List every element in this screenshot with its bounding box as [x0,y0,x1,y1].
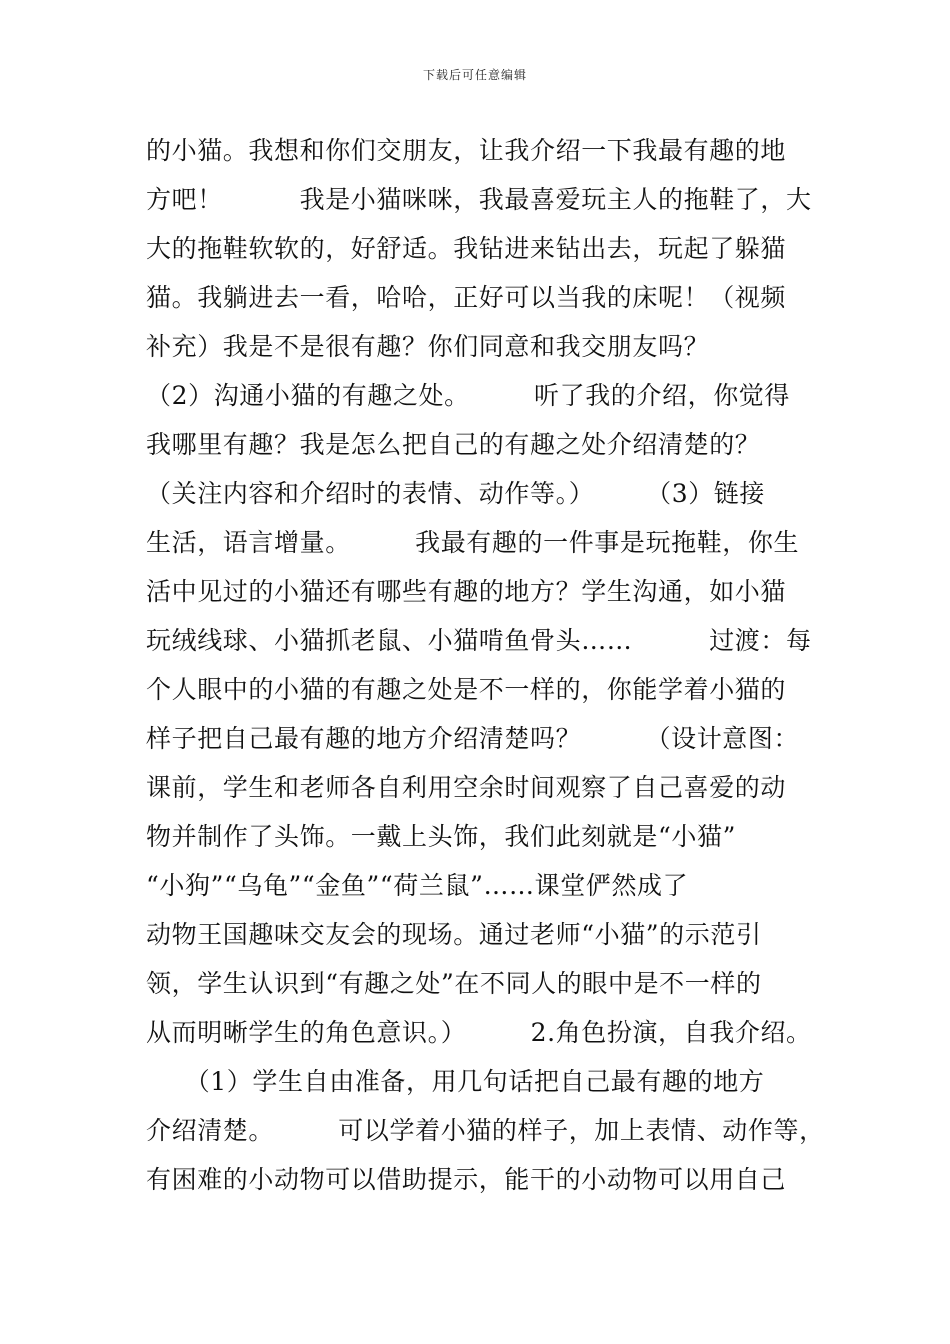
text-line: （关注内容和介绍时的表情、动作等。） （3）链接 [146,479,766,508]
text-line: 个人眼中的小猫的有趣之处是不一样的，你能学着小猫的 [146,675,787,704]
text-line: 活中见过的小猫还有哪些有趣的地方？学生沟通，如小猫 [146,577,787,606]
text-line: 领，学生认识到“有趣之处”在不同人的眼中是不一样的 [146,969,762,998]
text-line: 大的拖鞋软软的，好舒适。我钻进来钻出去，玩起了躲猫 [146,234,787,263]
text-line: 从而明晰学生的角色意识。） 2.角色扮演，自我介绍。 [146,1018,812,1047]
text-line: 方吧！ 我是小猫咪咪，我最喜爱玩主人的拖鞋了，大 [146,185,812,214]
text-line: “小狗”“乌龟”“金鱼”“荷兰鼠”……课堂俨然成了 [146,871,689,900]
text-line: （1）学生自由准备，用几句话把自己最有趣的地方 [146,1067,765,1096]
document-body [146,126,826,1204]
text-line: 有困难的小动物可以借助提示，能干的小动物可以用自己 [146,1165,787,1194]
text-line: 动物王国趣味交友会的现场。通过老师“小猫”的示范引 [146,920,762,949]
text-line: 物并制作了头饰。一戴上头饰，我们此刻就是“小猫” [146,822,736,851]
page-header: 下载后可任意编辑 [422,68,527,82]
text-line: 的小猫。我想和你们交朋友，让我介绍一下我最有趣的地 [146,136,787,165]
text-line: 介绍清楚。 可以学着小猫的样子，加上表情、动作等， [146,1116,825,1145]
text-line: 猫。我躺进去一看，哈哈，正好可以当我的床呢！（视频 [146,283,787,312]
text-line: 补充）我是不是很有趣？你们同意和我交朋友吗？ [146,332,710,361]
text-line: 生活，语言增量。 我最有趣的一件事是玩拖鞋，你生 [146,528,800,557]
text-line: （2）沟通小猫的有趣之处。 听了我的介绍，你觉得 [146,381,791,410]
text-line: 我哪里有趣？我是怎么把自己的有趣之处介绍清楚的？ [146,430,761,459]
text-line: 课前，学生和老师各自利用空余时间观察了自己喜爱的动 [146,773,787,802]
text-line: 玩绒线球、小猫抓老鼠、小猫啃鱼骨头…… 过渡：每 [146,626,812,655]
text-line: 样子把自己最有趣的地方介绍清楚吗？ （设计意图： [146,724,800,753]
